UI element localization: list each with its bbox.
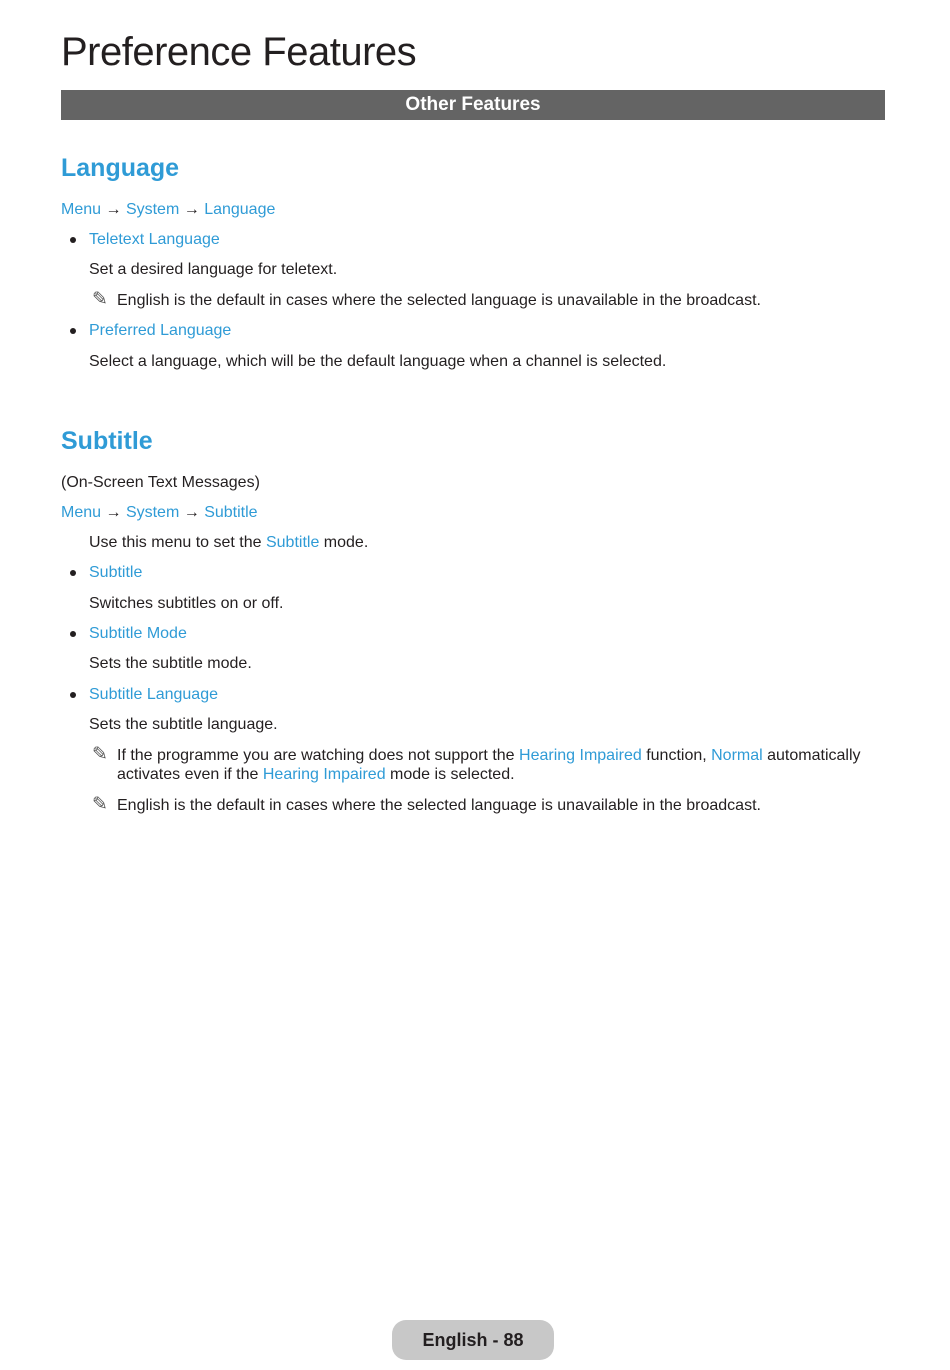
subtitle-menu-path (61, 503, 258, 522)
intro-text: Use this menu to set the (89, 534, 266, 551)
subtitle-heading: Subtitle (61, 427, 153, 455)
note-text: function, (641, 747, 712, 764)
normal-link[interactable]: Normal (711, 747, 763, 764)
preferred-language-item[interactable]: Preferred Language (89, 322, 232, 339)
bullet-icon (70, 237, 76, 243)
intro-subtitle-link[interactable]: Subtitle (265, 534, 320, 551)
language-note: English is the default in cases where the selected language is unavailable in the broadcast. (117, 292, 761, 309)
note-text: activates even if the (117, 766, 263, 783)
page-number: English - 88 (422, 1329, 524, 1350)
note-text: mode is selected. (385, 766, 515, 783)
bullet-icon (70, 328, 76, 334)
note-text: If the programme you are watching does not support the (117, 747, 520, 764)
arrow-right-icon: → (105, 504, 122, 521)
intro-text: mode. (319, 534, 369, 551)
subtitle-intro (89, 533, 368, 552)
section-bar (61, 90, 885, 120)
bullet-icon (70, 692, 76, 698)
path-system-link[interactable]: System (125, 504, 180, 521)
page-title: Preference Features (61, 30, 417, 74)
subtitle-language-item[interactable]: Subtitle Language (89, 686, 218, 703)
subtitle-mode-item[interactable]: Subtitle Mode (89, 625, 187, 642)
arrow-right-icon: → (105, 201, 122, 218)
hearing-impaired-link[interactable]: Hearing Impaired (262, 766, 386, 783)
subtitle-item[interactable]: Subtitle (89, 564, 143, 581)
language-menu-path (61, 200, 275, 219)
arrow-right-icon: → (183, 201, 200, 218)
arrow-right-icon: → (183, 504, 200, 521)
path-language-link[interactable]: Language (204, 201, 276, 218)
page-footer (392, 1320, 554, 1360)
path-subtitle-link[interactable]: Subtitle (204, 504, 258, 521)
preferred-language-desc: Select a language, which will be the default language when a channel is selected. (89, 353, 667, 370)
hearing-impaired-note (117, 746, 861, 765)
language-heading: Language (61, 154, 180, 182)
bullet-icon (70, 570, 76, 576)
section-title: Other Features (405, 94, 541, 115)
bullet-icon (70, 631, 76, 637)
subtitle-mode-desc: Sets the subtitle mode. (89, 655, 252, 672)
path-menu-link[interactable]: Menu (61, 504, 102, 521)
pencil-note-icon: ✎ (92, 794, 108, 815)
path-system-link[interactable]: System (125, 201, 180, 218)
hearing-impaired-link[interactable]: Hearing Impaired (519, 747, 642, 764)
note-text: automatically (762, 747, 861, 764)
subtitle-subheading: (On-Screen Text Messages) (61, 474, 260, 491)
teletext-language-item[interactable]: Teletext Language (89, 231, 220, 248)
teletext-language-desc: Set a desired language for teletext. (89, 261, 338, 278)
subtitle-desc: Switches subtitles on or off. (89, 595, 284, 612)
pencil-note-icon: ✎ (92, 744, 108, 765)
subtitle-language-desc: Sets the subtitle language. (89, 716, 278, 733)
subtitle-default-note: English is the default in cases where the selected language is unavailable in the broadcast. (117, 797, 761, 814)
path-menu-link[interactable]: Menu (61, 201, 102, 218)
pencil-note-icon: ✎ (92, 289, 108, 310)
hearing-impaired-note-line2 (117, 765, 515, 784)
